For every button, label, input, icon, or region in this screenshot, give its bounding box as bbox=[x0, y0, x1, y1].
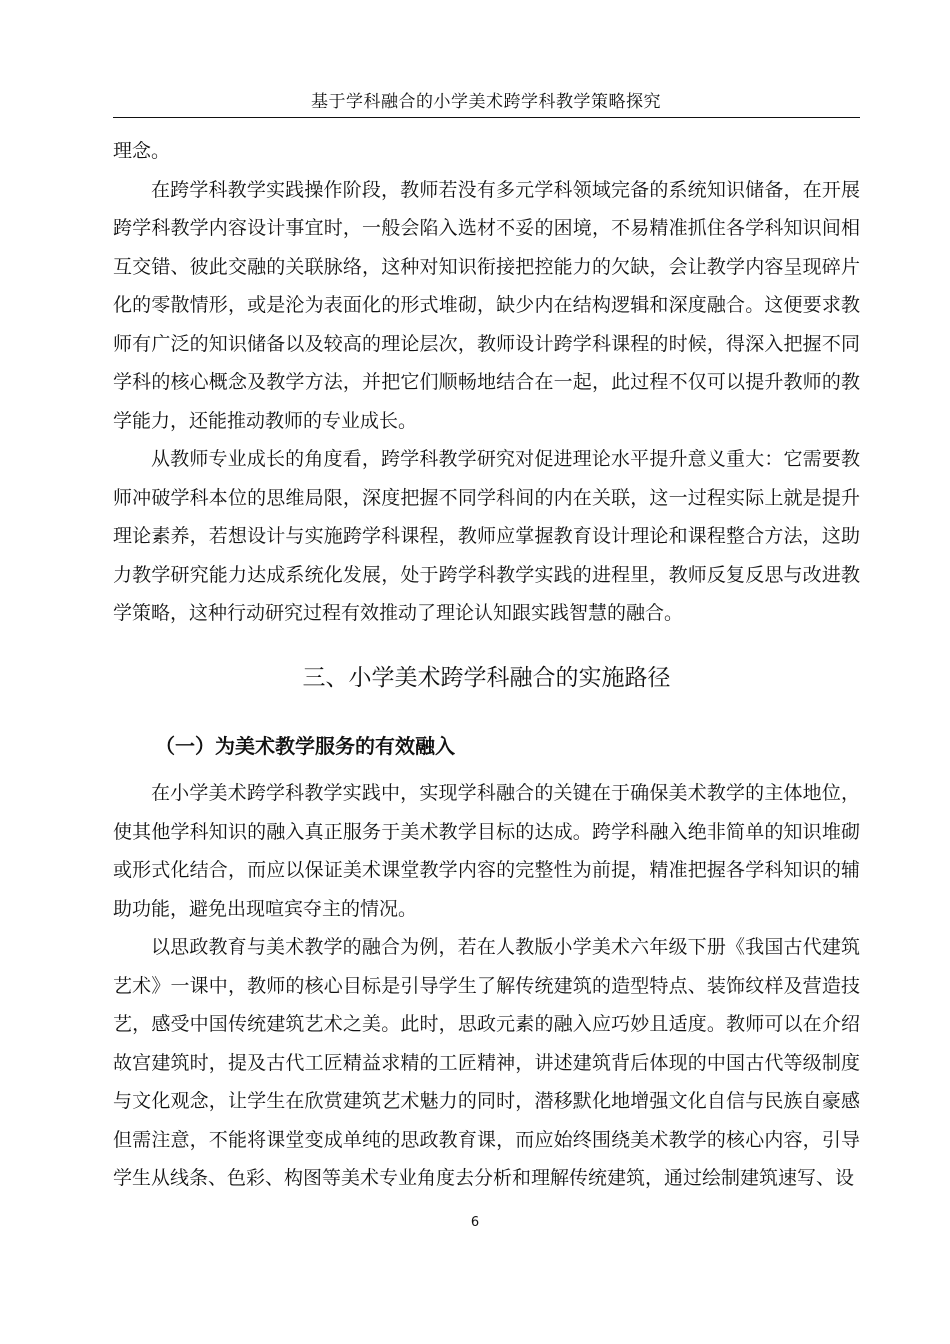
paragraph: 在跨学科教学实践操作阶段，教师若没有多元学科领域完备的系统知识储备，在开展跨学科教学内容设计事宜时，一般会陷入选材不妥的困境，不易精准抓住各学科知识间相互交错、彼此交融的关联脉络，这种对知识衔接把控能力的欠缺，会让教学内容呈现碎片化的零散情形，或是沦为表面化的形式堆砌，缺少内在结构逻辑和深度融合。这便要求教师有广泛的知识储备以及较高的理论层次，教师设计跨学科课程的时候，得深入把握不同学科的核心概念及教学方法，并把它们顺畅地结合在一起，此过程不仅可以提升教师的教学能力，还能推动教师的专业成长。 bbox=[113, 178, 860, 432]
paragraph: 理念。 bbox=[113, 140, 171, 162]
page-number: 6 bbox=[470, 1215, 480, 1230]
paragraph: 以思政教育与美术教学的融合为例，若在人教版小学美术六年级下册《我国古代建筑艺术》一课中，教师的核心目标是引导学生了解传统建筑的造型特点、装饰纹样及营造技艺，感受中国传统建筑艺术之美。此时，思政元素的融入应巧妙且适度。教师可以在介绍故宫建筑时，提及古代工匠精益求精的工匠精神，讲述建筑背后体现的中国古代等级制度与文化观念，让学生在欣赏建筑艺术魅力的同时，潜移默化地增强文化自信与民族自豪感但需注意，不能将课堂变成单纯的思政教育课，而应始终围绕美术教学的核心内容，引导学生从线条、色彩、构图等美术专业角度去分析和理解传统建筑，通过绘制建筑速写、设 bbox=[113, 936, 860, 1189]
paragraph: 从教师专业成长的角度看，跨学科教学研究对促进理论水平提升意义重大：它需要教师冲破学科本位的思维局限，深度把握不同学科间的内在关联，这一过程实际上就是提升理论素养，若想设计与实施跨学科课程，教师应掌握教育设计理论和课程整合方法，这助力教学研究能力达成系统化发展，处于跨学科教学实践的进程里，教师反复反思与改进教学策略，这种行动研究过程有效推动了理论认知跟实践智慧的融合。 bbox=[113, 448, 860, 624]
running-header: 基于学科融合的小学美术跨学科教学策略探究 bbox=[311, 92, 661, 112]
header-rule bbox=[113, 117, 860, 118]
body-section-a bbox=[113, 132, 860, 633]
subsection-heading: （一）为美术教学服务的有效融入 bbox=[155, 734, 455, 758]
paragraph: 在小学美术跨学科教学实践中，实现学科融合的关键在于确保美术教学的主体地位，使其他学科知识的融入真正服务于美术教学目标的达成。跨学科融入绝非简单的知识堆砌或形式化结合，而应以保证美术课堂教学内容的完整性为前提，精准把握各学科知识的辅助功能，避免出现喧宾夺主的情况。 bbox=[113, 782, 860, 920]
section-heading: 三、小学美术跨学科融合的实施路径 bbox=[302, 665, 671, 691]
body-section-b bbox=[113, 774, 860, 1198]
